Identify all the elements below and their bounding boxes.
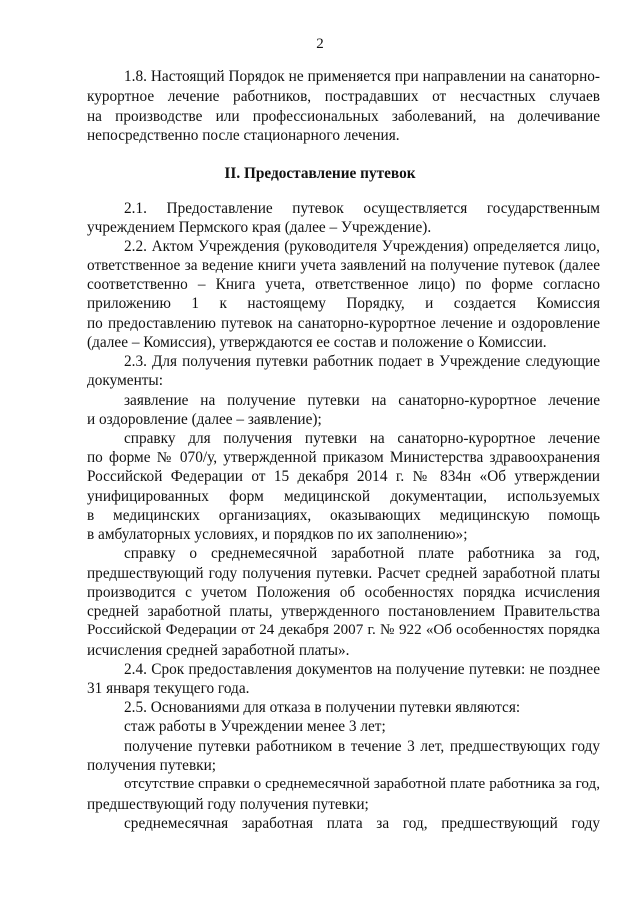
paragraph-line: 2.4. Срок предоставления документов на получение путевки: не позднее xyxy=(124,661,600,678)
paragraph-line: справку о среднемесячной заработной плате работника за год, xyxy=(124,545,600,562)
paragraph-line: (далее – Комиссия), утверждаются ее состав и положение о Комиссии. xyxy=(87,334,547,351)
paragraph-line: исчисления средней заработной платы». xyxy=(87,642,350,659)
paragraph-line: 2.1. Предоставление путевок осуществляется государственным xyxy=(124,200,600,217)
paragraph-line: 2.2. Актом Учреждения (руководителя Учреждения) определяется лицо, xyxy=(124,238,600,255)
paragraph-line: отсутствие справки о среднемесячной заработной плате работника за год, xyxy=(124,776,600,792)
paragraph-line: и оздоровление (далее – заявление); xyxy=(87,411,322,428)
paragraph-line: курортное лечение работников, пострадавших от несчастных случаев xyxy=(87,88,600,105)
paragraph-line: унифицированных форм медицинской документации, используемых xyxy=(87,488,600,505)
paragraph-line: 2.3. Для получения путевки работник подает в Учреждение следующие xyxy=(124,353,600,370)
paragraph-line: предшествующий году получения путевки. Расчет средней заработной платы xyxy=(87,565,600,582)
paragraph-line: производится с учетом Положения об особенностях порядка исчисления xyxy=(87,584,600,601)
paragraph-line: Российской Федерации от 24 декабря 2007 г. № 922 «Об особенностях порядка xyxy=(87,622,600,638)
page-number: 2 xyxy=(316,36,324,52)
paragraph-line: справку для получения путевки на санаторно-курортное лечение xyxy=(124,430,600,447)
paragraph-line: 2.5. Основаниями для отказа в получении путевки являются: xyxy=(124,699,521,716)
paragraph-line: на производстве или профессиональных заболеваний, на долечивание xyxy=(87,108,600,125)
paragraph-line: в медицинских организациях, оказывающих медицинскую помощь xyxy=(87,507,600,524)
paragraph-line: по форме № 070/у, утвержденной приказом Министерства здравоохранения xyxy=(87,449,600,466)
paragraph-line: заявление на получение путевки на санаторно-курортное лечение xyxy=(124,392,600,409)
paragraph-line: получение путевки работником в течение 3 лет, предшествующих году xyxy=(124,738,600,755)
paragraph-line: по предоставлению путевок на санаторно-курортное лечение и оздоровление xyxy=(87,315,600,332)
paragraph-line: 1.8. Настоящий Порядок не применяется при направлении на санаторно- xyxy=(124,68,600,85)
paragraph-line: приложению 1 к настоящему Порядку, и создается Комиссия xyxy=(87,295,600,312)
paragraph-line: документы: xyxy=(87,372,163,389)
paragraph-line: среднемесячная заработная плата за год, предшествующий году xyxy=(124,815,600,832)
paragraph-line: средней заработной платы, утвержденного постановлением Правительства xyxy=(87,603,600,620)
paragraph-line: получения путевки; xyxy=(87,757,217,774)
paragraph-line: стаж работы в Учреждении менее 3 лет; xyxy=(124,718,386,735)
paragraph-line: непосредственно после стационарного лечения. xyxy=(87,127,400,144)
paragraph-line: предшествующий году получения путевки; xyxy=(87,796,369,813)
paragraph-line: ответственное за ведение книги учета заявлений на получение путевок (далее xyxy=(87,257,600,274)
paragraph-line: 31 января текущего года. xyxy=(87,680,250,697)
paragraph-line: учреждением Пермского края (далее – Учреждение). xyxy=(87,219,432,236)
section-heading: II. Предоставление путевок xyxy=(224,165,416,182)
paragraph-line: Российской Федерации от 15 декабря 2014 г. № 834н «Об утверждении xyxy=(87,468,600,485)
paragraph-line: в амбулаторных условиях, и порядков по их заполнению»; xyxy=(87,526,468,543)
paragraph-line: соответственно – Книга учета, ответственное лицо) по форме согласно xyxy=(87,276,600,293)
